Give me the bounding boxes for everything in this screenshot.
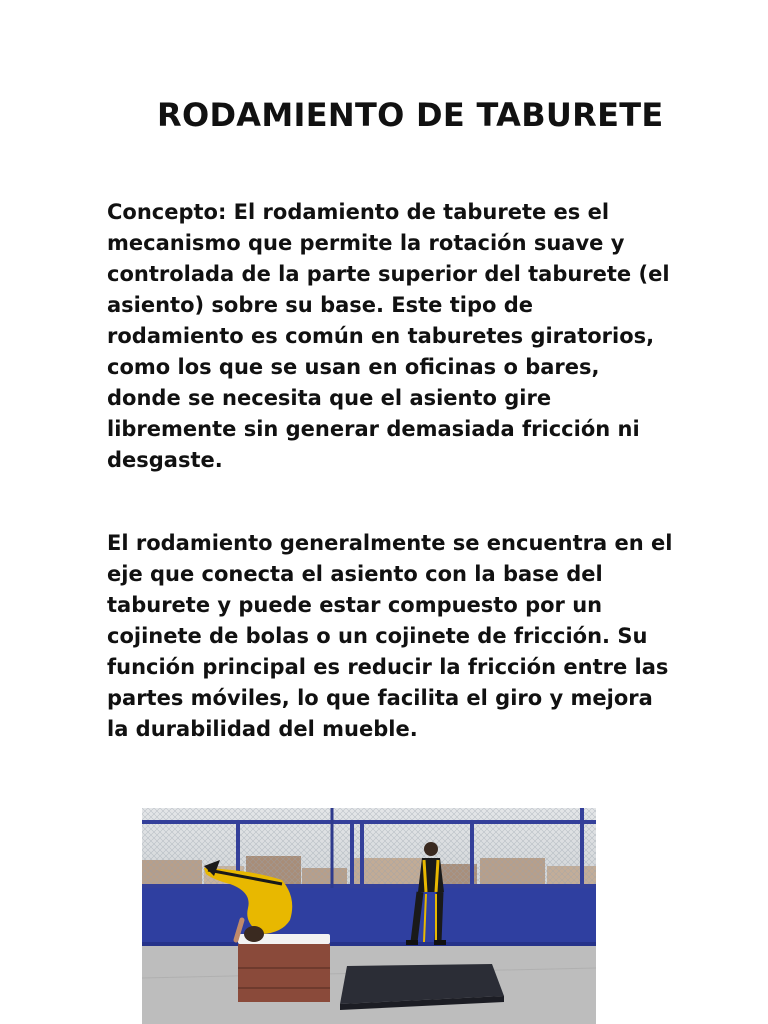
vaulting-box <box>238 934 330 1002</box>
gym-photo <box>142 808 596 1024</box>
floor-mat <box>340 964 504 1010</box>
gym-photo-illustration <box>142 808 596 1024</box>
blue-wall <box>142 888 596 946</box>
concept-paragraph: Concepto: El rodamiento de taburete es el mecanismo que permite la rotación suave y controlada de la parte superior del taburete (el asiento) sobre su base. Este tipo de rodamiento es común en taburetes giratorios, como los que se usan en oficinas o bares, donde se necesita que el asiento gire libremente sin generar demasiada fricción ni desgaste. <box>107 200 670 472</box>
document-title: RODAMIENTO DE TABURETE <box>157 96 664 134</box>
description-paragraph: El rodamiento generalmente se encuentra en el eje que conecta el asiento con la base del taburete y puede estar compuesto por un cojinete de bolas o un cojinete de fricción. Su función principal es reducir la fricción entre las partes móviles, lo que facilita el giro y mejora la durabilidad del mueble. <box>107 531 673 741</box>
